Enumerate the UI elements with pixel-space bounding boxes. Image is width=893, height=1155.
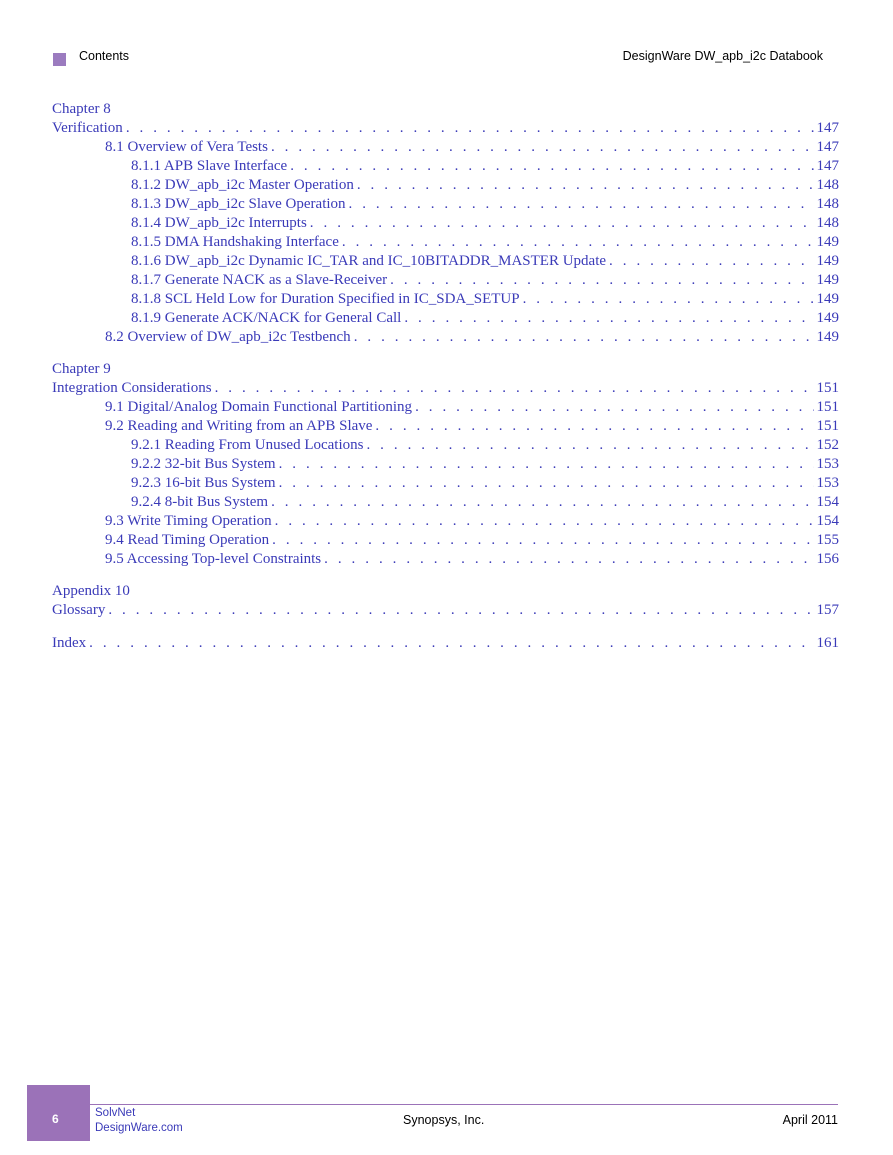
designware-link[interactable]: DesignWare.com bbox=[95, 1122, 183, 1134]
toc-entry[interactable]: 9.2.3 16-bit Bus System . . . 153 bbox=[52, 474, 839, 493]
footer-links bbox=[95, 1106, 183, 1136]
toc-entry[interactable]: 8.1.1 APB Slave Interface . . . 147 bbox=[52, 157, 839, 176]
toc-entry[interactable]: 8.1.7 Generate NACK as a Slave-Receiver . . . 149 bbox=[52, 271, 839, 290]
toc-entry[interactable]: 8.1.6 DW_apb_i2c Dynamic IC_TAR and IC_10BITADDR_MASTER Update . . . 149 bbox=[52, 252, 839, 271]
toc-entry[interactable]: 8.1.3 DW_apb_i2c Slave Operation . . . 148 bbox=[52, 195, 839, 214]
footer-date: April 2011 bbox=[782, 1113, 838, 1127]
toc-entry[interactable]: 8.1.2 DW_apb_i2c Master Operation . . . 148 bbox=[52, 176, 839, 195]
footer-divider bbox=[90, 1104, 838, 1105]
chapter-9-label[interactable]: Chapter 9 bbox=[52, 361, 111, 377]
toc-entry[interactable]: 8.1.9 Generate ACK/NACK for General Call . . . 149 bbox=[52, 309, 839, 328]
chapter-8-label[interactable]: Chapter 8 bbox=[52, 101, 111, 117]
table-of-contents bbox=[52, 100, 839, 653]
header-doc-title: DesignWare DW_apb_i2c Databook bbox=[622, 49, 823, 63]
toc-entry[interactable]: Verification . . . 147 bbox=[52, 119, 839, 138]
footer-page-number: 6 bbox=[52, 1112, 59, 1126]
toc-entry[interactable]: 9.5 Accessing Top-level Constraints . . . 156 bbox=[52, 550, 839, 569]
toc-entry[interactable]: 9.2.2 32-bit Bus System . . . 153 bbox=[52, 455, 839, 474]
solvnet-link[interactable]: SolvNet bbox=[95, 1107, 136, 1119]
toc-entry[interactable]: 9.4 Read Timing Operation . . . 155 bbox=[52, 531, 839, 550]
appendix-10-label[interactable]: Appendix 10 bbox=[52, 583, 130, 599]
toc-entry[interactable]: 9.2.4 8-bit Bus System . . . 154 bbox=[52, 493, 839, 512]
header-section: Contents bbox=[79, 49, 130, 63]
toc-entry[interactable]: 9.2.1 Reading From Unused Locations . . . 152 bbox=[52, 436, 839, 455]
toc-entry[interactable]: Integration Considerations . . . 151 bbox=[52, 379, 839, 398]
footer-company: Synopsys, Inc. bbox=[403, 1113, 485, 1127]
toc-entry[interactable]: 9.2 Reading and Writing from an APB Slave . . . 151 bbox=[52, 417, 839, 436]
toc-entry[interactable]: Glossary . . . 157 bbox=[52, 601, 839, 620]
toc-entry[interactable]: 8.1.4 DW_apb_i2c Interrupts . . . 148 bbox=[52, 214, 839, 233]
header-marker bbox=[53, 53, 66, 66]
toc-entry[interactable]: 8.1 Overview of Vera Tests . . . 147 bbox=[52, 138, 839, 157]
toc-entry[interactable]: 8.1.8 SCL Held Low for Duration Specified in IC_SDA_SETUP . . . 149 bbox=[52, 290, 839, 309]
toc-entry[interactable]: 9.3 Write Timing Operation . . . 154 bbox=[52, 512, 839, 531]
toc-entry-index[interactable]: Index . . . 161 bbox=[52, 634, 839, 653]
toc-entry[interactable]: 8.1.5 DMA Handshaking Interface . . . 149 bbox=[52, 233, 839, 252]
toc-entry[interactable]: 8.2 Overview of DW_apb_i2c Testbench . . . 149 bbox=[52, 328, 839, 347]
toc-entry[interactable]: 9.1 Digital/Analog Domain Functional Partitioning . . . 151 bbox=[52, 398, 839, 417]
